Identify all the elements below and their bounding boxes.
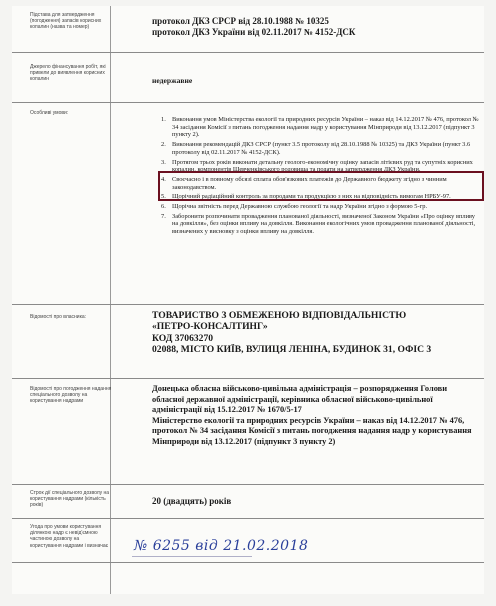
owner-line: 02088, МІСТО КИЇВ, ВУЛИЦЯ ЛЕНІНА, БУДИНОК 31, ОФІС 3: [152, 344, 432, 356]
condition-item: 4. Своєчасно і в повному обсязі сплата обов'язкових платежів до Державного бюджету згідно з чинним законодавством.: [161, 175, 447, 191]
condition-item: 1. Виконання умов Міністерства екології та природних ресурсів України – наказ від 14.12.2017 № 476, протокол № 34 засідання Комісії з питань погодження надання надр у користування Мінприроди від 13.12.2017 (підпункт 3 пункту 2).: [161, 116, 479, 139]
row-divider: [12, 378, 484, 379]
row-label-term: Строк дії спеціального дозволу на користування надрами (кількість років): [30, 490, 110, 509]
row-value-financing: недержавне: [152, 76, 193, 85]
row-value-term: 20 (двадцять) років: [152, 496, 232, 506]
protocol-line: протокол ДКЗ СРСР від 28.10.1988 № 10325: [152, 16, 329, 26]
highlight-box: [158, 171, 484, 201]
row-value-basis: [152, 16, 477, 38]
row-value-approval: [152, 384, 477, 448]
condition-item: 3. Протягом трьох років виконати детальну геолого-економічну оцінку запасів літієвих руд та супутніх корисних копалин, компонентів Шевченківського родовища та подати на затвердження ДКЗ України.: [161, 158, 473, 174]
row-divider: [12, 484, 484, 485]
license-document: [12, 6, 484, 594]
condition-item: 2. Виконання рекомендацій ДКЗ СРСР (пункт 3.5 протоколу від 28.10.1988 № 10325) та ДКЗ України (пункт 3.6 протоколу від 02.11.2017 № 4152-ДСК).: [161, 141, 471, 156]
row-label-owner: Відомості про власника:: [30, 314, 87, 320]
owner-line: КОД 37063270: [152, 332, 214, 344]
owner-line: «ПЕТРО-КОНСАЛТИНГ»: [152, 321, 268, 333]
condition-item: 7. Заборонити розпочинати провадження планованої діяльності, визначеної Законом України «Про оцінку впливу на довкілля», без оцінки впливу на довкілля. Виконання екологічних умов провадження планованої діяльності, визначених у висновку з оцінки впливу на довкілля.: [161, 212, 476, 236]
approval-line: Донецька обласна військово-цивільна адміністрація – розпорядження Голови обласної державної адміністрації, керівника обласної військово-цивільної адміністрації від 15.12.2017 № 1670/5-17: [152, 384, 448, 415]
row-label-financing: Джерело фінансування робіт, які привели до виявлення корисних копалин: [30, 64, 106, 83]
row-divider: [12, 518, 484, 519]
row-divider: [12, 562, 484, 563]
row-label-basis: Підстава для затвердження (погодження) запасів корисних копалин (назва та номер): [30, 12, 102, 31]
approval-line: Міністерство екології та природних ресурсів України – наказ від 14.12.2017 № 476, протокол № 34 засідання Комісії з питань погодження надання надр у користування Мінприроди від 13.12.2017 (підпункт 3 пункту 2): [152, 415, 472, 446]
owner-line: ТОВАРИСТВО З ОБМЕЖЕНОЮ ВІДПОВІДАЛЬНІСТЮ: [152, 310, 407, 321]
row-divider: [12, 102, 484, 103]
row-label-approval: Відомості про погодження надання спеціального дозволу на користування надрами: [30, 386, 112, 405]
underline-mark: [132, 556, 252, 557]
row-value-owner: [152, 310, 477, 356]
handwritten-number: № 6255 від 21.02.2018: [134, 538, 309, 554]
protocol-line: протокол ДКЗ України від 02.11.2017 № 4152-ДСК: [152, 27, 356, 37]
row-divider: [12, 52, 484, 53]
condition-item: 6. Щорічна звітність перед Державною службою геології та надр України згідно з формою 5-гр.: [161, 203, 428, 211]
row-label-agreement: Угода про умови користування ділянкою надр є невід'ємною частиною дозволу на користування надрами і визначає: [30, 524, 109, 549]
row-divider: [12, 304, 484, 305]
row-label-conditions: Особливі умови:: [30, 110, 69, 116]
condition-item: 5. Щорічний радіаційний контроль за породами та продукцією з них на відповідність вимогам НРБУ-97.: [161, 193, 451, 201]
